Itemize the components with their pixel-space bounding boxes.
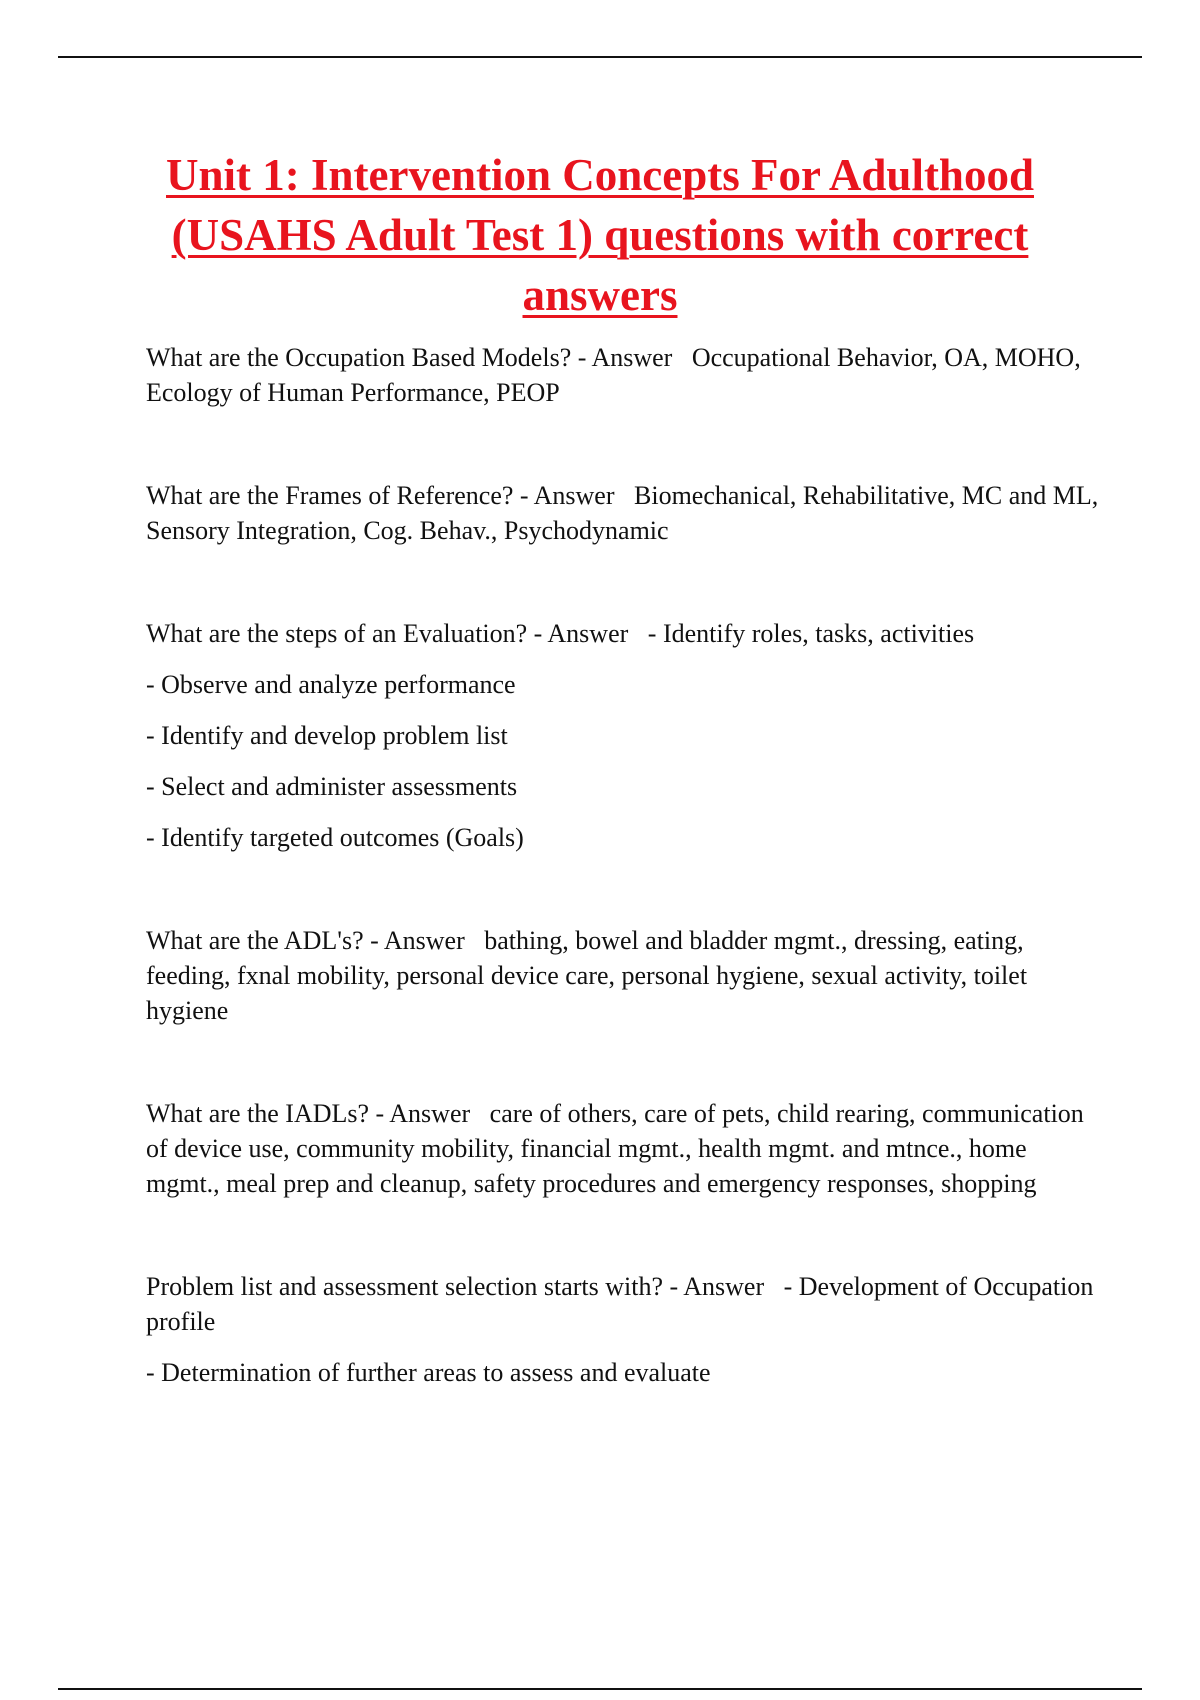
qa-paragraph <box>146 1269 1106 1339</box>
qa-paragraph <box>146 616 1106 651</box>
answer-text: bathing, bowel and bladder mgmt., dressing, eating, feeding, fxnal mobility, personal device care, personal hygiene, sexual activity, toilet hygiene <box>146 926 1028 1025</box>
question-text: What are the IADLs? - Answer <box>146 1099 471 1128</box>
document-title: Unit 1: Intervention Concepts For Adulthood (USAHS Adult Test 1) questions with correct answers <box>166 150 1034 320</box>
qa-paragraph <box>146 923 1106 1028</box>
answer-bullet: - Identify targeted outcomes (Goals) <box>146 823 524 852</box>
answer-bullet: - Observe and analyze performance <box>146 670 516 699</box>
question-text: What are the steps of an Evaluation? - Answer <box>146 619 629 648</box>
qa-item <box>146 616 1106 855</box>
qa-item <box>146 923 1106 1028</box>
answer-bullet: - Select and administer assessments <box>146 772 518 801</box>
qa-paragraph <box>146 340 1106 410</box>
question-text: What are the Occupation Based Models? - Answer <box>146 343 673 372</box>
answer-text: - Identify roles, tasks, activities <box>647 619 975 648</box>
qa-item <box>146 478 1106 548</box>
answer-text: Occupational Behavior, OA, MOHO, Ecology of Human Performance, PEOP <box>146 343 1081 407</box>
qa-item <box>146 340 1106 410</box>
answer-text: Biomechanical, Rehabilitative, MC and ML, Sensory Integration, Cog. Behav., Psychodynamic <box>146 481 1099 545</box>
qa-paragraph <box>146 1096 1106 1201</box>
top-rule <box>58 56 1142 58</box>
qa-item <box>146 1269 1106 1390</box>
answer-text: care of others, care of pets, child rearing, communication of device use, community mobility, financial mgmt., health mgmt. and mtnce., home mgmt., meal prep and cleanup, safety procedures and emergency responses, shopping <box>146 1099 1084 1198</box>
question-text: Problem list and assessment selection starts with? - Answer <box>146 1272 765 1301</box>
qa-paragraph <box>146 478 1106 548</box>
qa-list <box>146 340 1106 1458</box>
answer-bullet: - Identify and develop problem list <box>146 721 508 750</box>
qa-item <box>146 1096 1106 1201</box>
bottom-rule <box>58 1688 1142 1690</box>
answer-text: - Development of Occupation profile <box>146 1272 1094 1336</box>
question-text: What are the ADL's? - Answer <box>146 926 465 955</box>
answer-bullet: - Determination of further areas to assess and evaluate <box>146 1358 711 1387</box>
question-text: What are the Frames of Reference? - Answer <box>146 481 615 510</box>
